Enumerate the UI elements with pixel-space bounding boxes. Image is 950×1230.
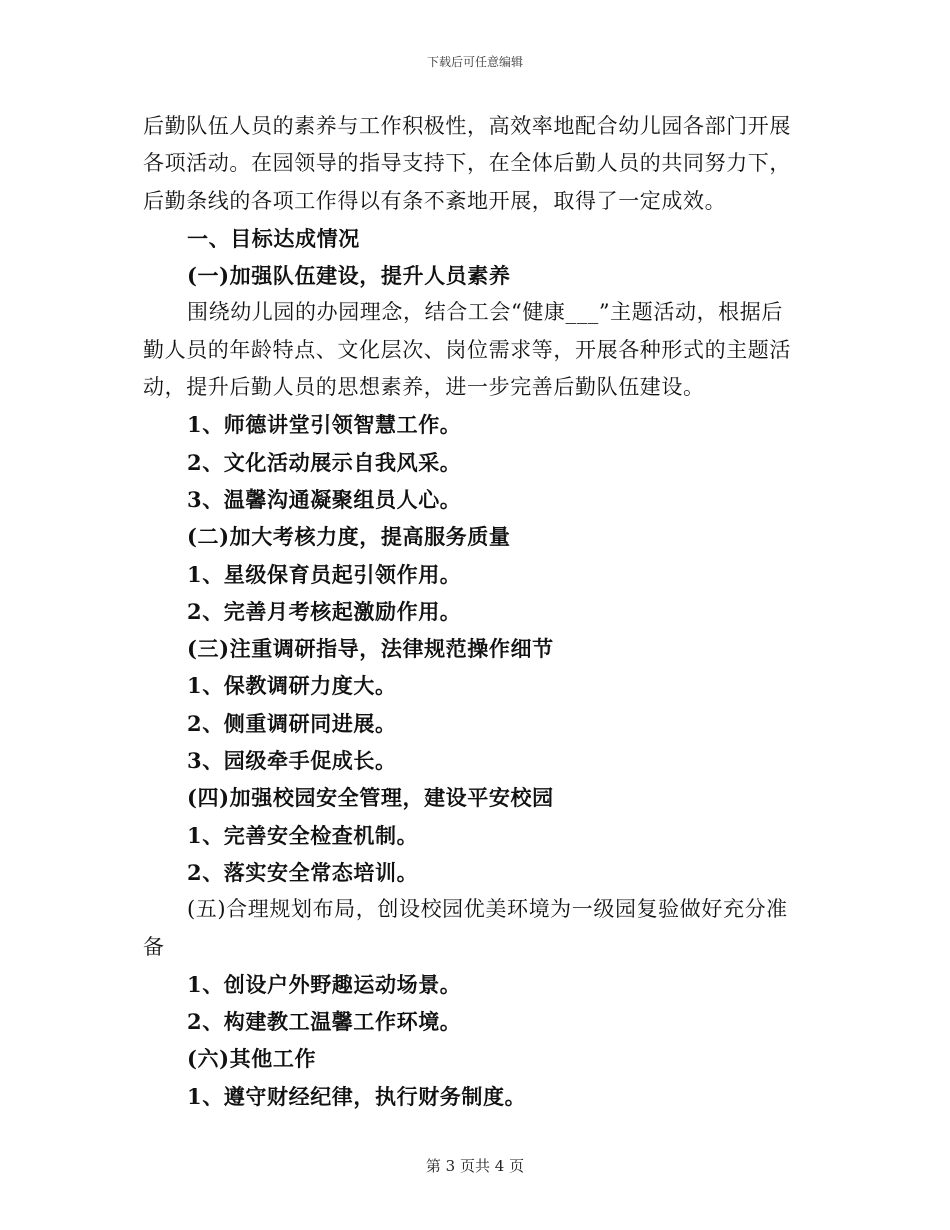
page-header-note: 下载后可任意编辑 [426, 55, 523, 69]
page-number: 第 3 页共 4 页 [425, 1157, 525, 1175]
list-item: 1、星级保育员起引领作用。 [187, 561, 462, 587]
body-line: 后勤队伍人员的素养与工作积极性，高效率地配合幼儿园各部门开展 [143, 114, 791, 138]
list-item: 1、创设户外野趣运动场景。 [187, 971, 462, 997]
body-line: 动，提升后勤人员的思想素养，进一步完善后勤队伍建设。 [143, 375, 705, 400]
subsection-heading: (二)加大考核力度，提高服务质量 [187, 524, 511, 550]
subsection-heading: (三)注重调研指导，法律规范操作细节 [187, 636, 554, 662]
list-item: 1、遵守财经纪律，执行财务制度。 [187, 1083, 527, 1109]
subsection-heading: (一)加强队伍建设，提升人员素养 [187, 263, 511, 289]
section-heading: 一、目标达成情况 [187, 225, 360, 251]
list-item: 3、园级牵手促成长。 [187, 748, 397, 774]
body-line: 备 [143, 934, 165, 959]
subsection-heading: (六)其他工作 [187, 1046, 317, 1072]
list-item: 2、文化活动展示自我风采。 [187, 449, 462, 475]
subsection-heading: (五)合理规划布局，创设校园优美环境为一级园复验做好充分准 [187, 897, 788, 922]
list-item: 3、温馨沟通凝聚组员人心。 [187, 486, 462, 512]
body-line: 勤人员的年龄特点、文化层次、岗位需求等，开展各种形式的主题活 [143, 337, 791, 362]
list-item: 2、侧重调研同进展。 [187, 710, 397, 736]
list-item: 2、落实安全常态培训。 [187, 859, 419, 885]
list-item: 1、师德讲堂引领智慧工作。 [187, 412, 462, 438]
subsection-heading: (四)加强校园安全管理，建设平安校园 [187, 785, 554, 811]
body-line: 围绕幼儿园的办园理念，结合工会“健康___”主题活动，根据后 [187, 300, 783, 325]
list-item: 1、完善安全检查机制。 [187, 822, 419, 848]
list-item: 2、构建教工温馨工作环境。 [187, 1009, 462, 1035]
body-line: 各项活动。在园领导的指导支持下，在全体后勤人员的共同努力下， [143, 151, 791, 176]
list-item: 2、完善月考核起激励作用。 [187, 598, 462, 624]
list-item: 1、保教调研力度大。 [187, 673, 397, 699]
body-line: 后勤条线的各项工作得以有条不紊地开展，取得了一定成效。 [143, 188, 727, 213]
document-body [143, 108, 815, 1115]
